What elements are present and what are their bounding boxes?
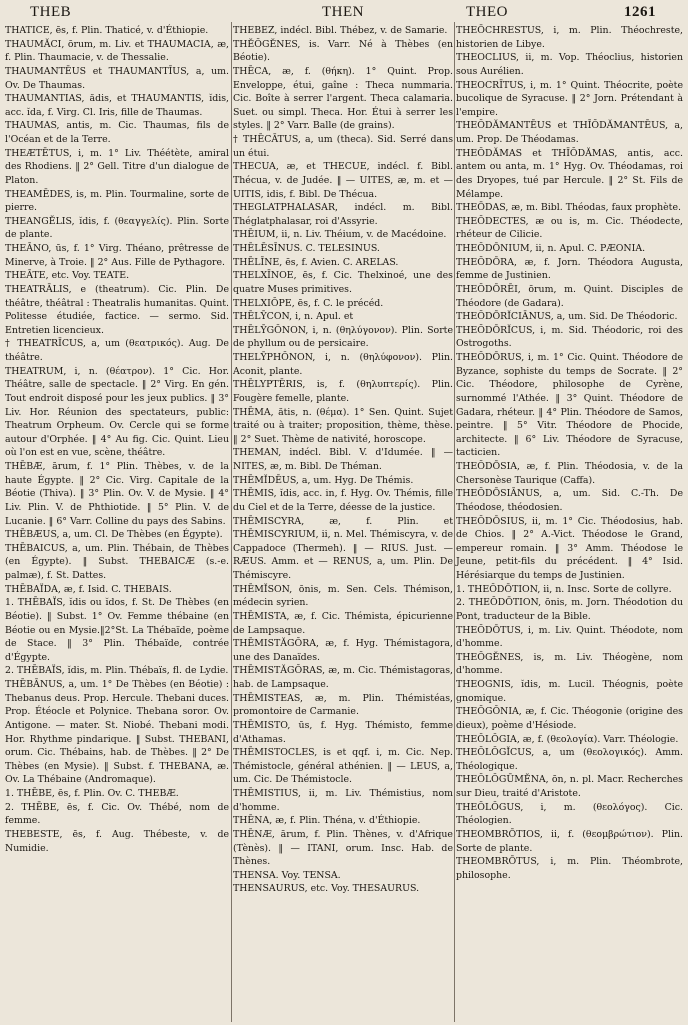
dictionary-entry: THEAMĒDES, is, m. Plin. Tourmaline, sorte de pierre. — [5, 188, 229, 214]
dictionary-entry: THĔŎGĔNES, is. Varr. Né à Thèbes (en Béotie). — [233, 38, 453, 64]
dictionary-entry: THĒNÆ, ārum, f. Plin. Thènes, v. d'Afrique (Tènès). ‖ — ITANI, orum. Insc. Hab. de Thènes. — [233, 828, 453, 868]
dictionary-entry: THEĀTE, etc. Voy. TEATE. — [5, 270, 130, 282]
dictionary-entry: THEŎDŌRUS, i, m. 1° Cic. Quint. Théodore de Byzance, sophiste du temps de Socrate. ‖ 2° Cic. Théodore, philosophe de Cyrène, surnommé l'Athée. ‖ 3° Quint. Théodore de Gadara, rhéteur. ‖ 4° Plin. Théodore de Samos, peintre. ‖ 5° Vitr. Théodore de Phocide, architecte. ‖ 6° Liv. Théodore de Syracuse, tacticien. — [456, 352, 683, 459]
dictionary-entry: THEMAN, indécl. Bibl. V. d'Idumée. ‖ — NITES, æ, m. Bibl. De Théman. — [233, 447, 453, 472]
dictionary-entry: THELXIŎPE, ēs, f. C. le précéd. — [233, 297, 384, 309]
dictionary-entry: THEŎDŌSIA, æ, f. Plin. Théodosia, v. de la Chersonèse Taurique (Caffa). — [456, 461, 683, 486]
dictionary-entry: † THĒCĀTUS, a, um (theca). Sid. Serré dans un étui. — [233, 134, 453, 159]
dictionary-entry: THEANGĔLIS, ĭdis, f. (θεαγγελίς). Plin. Sorte de plante. — [5, 215, 229, 241]
dictionary-entry: THEOMBRŌTUS, i, m. Plin. Théombrote, philosophe. — [456, 856, 683, 881]
dictionary-entry: THAUMANTIAS, ădis, et THAUMANTIS, ĭdis, acc. ĭda, f. Virg. Cl. Iris, fille de Thaumas. — [5, 93, 229, 118]
dictionary-entry: THEŎDŌRĒI, ōrum, m. Quint. Disciples de Théodore (de Gadara). — [456, 283, 683, 309]
column-1 — [5, 24, 229, 855]
dictionary-entry: THEBEZ, indécl. Bibl. Thébez, v. de Samarie. — [233, 25, 448, 36]
dictionary-entry: THEGLATPHALASAR, indécl. m. Bibl. Théglatphalasar, roi d'Assyrie. — [233, 202, 453, 227]
dictionary-entry: THENSAURUS, etc. Voy. THESAURUS. — [233, 883, 420, 895]
dictionary-entry: † THEATRĪCUS, a, um (θεατρικός). Aug. De théâtre. — [5, 338, 229, 363]
page-number: 1261 — [624, 4, 656, 20]
dictionary-entry: THELXĪNOE, ēs, f. Cic. Thelxinoé, une des quatre Muses primitives. — [233, 270, 453, 295]
dictionary-entry: THĒNA, æ, f. Plin. Théna, v. d'Éthiopie. — [233, 815, 421, 827]
dictionary-entry: THĒMĬSON, ōnis, m. Sen. Cels. Thémison, médecin syrien. — [233, 583, 453, 609]
dictionary-entry: 1. THEŎDŌTION, ii, n. Insc. Sorte de collyre. — [456, 583, 672, 595]
dictionary-entry: THECUA, æ, et THECUE, indécl. f. Bibl. Thécua, v. de Judée. ‖ — UITES, æ, m. et — UITIS, idis, f. Bibl. De Thécua. — [233, 161, 453, 200]
dictionary-entry: THĒMISTO, ūs, f. Hyg. Thémisto, femme d'Athamas. — [233, 719, 453, 745]
right-guide-word: THEO — [466, 4, 508, 20]
dictionary-entry: THĒLȲCON, i, n. Apul. et — [233, 311, 354, 323]
dictionary-entry: THĒLYPTĒRIS, is, f. (θηλυπτερίς). Plin. Fougère femelle, plante. — [233, 379, 453, 404]
dictionary-entry: THEŎDŌRĬCUS, i, m. Sid. Théodoric, roi des Ostrogoths. — [456, 324, 683, 350]
dictionary-entry: 2. THĒBE, ēs, f. Cic. Ov. Thébé, nom de femme. — [5, 801, 229, 827]
dictionary-entry: THEŎDŌNIUM, ii, n. Apul. C. PÆONIA. — [456, 243, 646, 254]
dictionary-entry: THĒCA, æ, f. (θήκη). 1° Quint. Prop. Enveloppe, étui, gaîne : Theca nummaria. Cic. Boîte à serrer l'argent. Theca calamaria. Suet. ou simpl. Theca. Hor. Étui à serrer les styles. ‖ 2° Varr. Balle (de grains). — [233, 65, 453, 132]
dictionary-entry: THATICE, ēs, f. Plin. Thaticé, v. d'Éthiopie. — [5, 25, 209, 36]
dictionary-entry: 2. THEŎDŌTION, ōnis, m. Jorn. Théodotion du Pont, traducteur de la Bible. — [456, 597, 683, 622]
dictionary-entry: THEATRĀLIS, e (theatrum). Cic. Plin. De théâtre, théâtral : Theatralis humanitas. Quint. Politesse étudiée, factice. — sermo. Sid. Entretien licencieux. — [5, 283, 229, 336]
dictionary-entry: THEŎGĔNES, is, m. Liv. Théogène, nom d'homme. — [456, 651, 683, 677]
dictionary-entry: THAUMĂCI, ōrum, m. Liv. et THAUMACIA, æ, f. Plin. Thaumacie, v. de Thessalie. — [5, 38, 229, 64]
dictionary-entry: THEOCLIUS, ii, m. Vop. Théoclius, historien sous Aurélien. — [456, 52, 683, 77]
dictionary-entry: THĒMA, ătis, n. (θέμα). 1° Sen. Quint. Sujet traité ou à traiter; proposition, thème, thèse. ‖ 2° Suet. Thème de nativité, horoscope. — [233, 406, 453, 445]
dictionary-entry: THĒMISTĂGŎRAS, æ, m. Cic. Thémistagoras, hab. de Lampsaque. — [233, 665, 453, 690]
dictionary-entry: THEŌDAS, æ, m. Bibl. Théodas, faux prophète. — [456, 202, 681, 214]
dictionary-entry: THEŎLŎGIA, æ, f. (θεολογία). Varr. Théologie. — [456, 733, 679, 745]
dictionary-entry: THEŎDŌRA, æ, f. Jorn. Théodora Augusta, femme de Justinien. — [456, 256, 683, 282]
dictionary-entry: THĒIUM, ii, n. Liv. Théium, v. de Macédoine. — [233, 229, 447, 241]
column-divider — [231, 22, 232, 1022]
dictionary-entry: THĒMISTOCLES, is et qqf. i, m. Cic. Nep. Thémistocle, général athénien. ‖ — LEUS, a, um. Cic. De Thémistocle. — [233, 747, 453, 786]
dictionary-entry: 2. THĒBAÏS, ĭdis, m. Plin. Thébaïs, fl. de Lydie. — [5, 665, 229, 677]
dictionary-entry: 1. THĒBE, ēs, f. Plin. Ov. C. THEBÆ. — [5, 788, 179, 799]
dictionary-entry: THEŎGŎNIA, æ, f. Cic. Théogonie (origine des dieux), poème d'Hésiode. — [456, 706, 683, 731]
dictionary-entry: 1. THĒBAÏS, ĭdis ou ĭdos, f. St. De Thèbes (en Béotie). ‖ Subst. 1° Ov. Femme thébaine (en Béotie ou en Mysie.‖2°St. La Thébaïde, poème de Stace. ‖ 3° Plin. Thébaïde, contrée d'Égypte. — [5, 597, 229, 663]
left-guide-word: THEB — [30, 4, 72, 20]
dictionary-entry: THĒMĬDĒUS, a, um. Hyg. De Thémis. — [233, 474, 414, 486]
dictionary-entry: THEOGNIS, ĭdis, m. Lucil. Théognis, poète gnomique. — [456, 679, 683, 704]
dictionary-entry: THEŎDECTES, æ ou is, m. Cic. Théodecte, rhéteur de Cilicie. — [456, 215, 683, 241]
dictionary-entry: THĒLȲGŎNON, i, n. (θηλύγονον). Plin. Sorte de phyllum ou de persicaire. — [233, 324, 453, 350]
dictionary-entry: THAUMAS, antis, m. Cic. Thaumas, fils de l'Océan et de la Terre. — [5, 120, 229, 145]
dictionary-entry: THĒLĒSĪNUS. C. TELESINUS. — [233, 243, 380, 254]
dictionary-entry: THEŎDŌSIUS, ii, m. 1° Cic. Théodosius, hab. de Chios. ‖ 2° A.-Vict. Théodose le Grand, empereur romain. ‖ 3° Amm. Théodose le Jeune, petit-fils du précédent. ‖ 4° Isid. Hérésiarque du temps de Justinien. — [456, 515, 683, 581]
center-guide-word: THEN — [322, 4, 364, 20]
dictionary-entry: THEŎLŎGĬCUS, a, um (θεολογικός). Amm. Théologique. — [456, 747, 683, 772]
running-header — [0, 0, 688, 24]
dictionary-entry: THEATRUM, i, n. (θέατρον). 1° Cic. Hor. Théâtre, salle de spectacle. ‖ 2° Virg. En gén. Tout endroit disposé pour les jeux publics. ‖ 3° Liv. Hor. Réunion des spectateurs, public: Theatrum Orpheum. Ov. Cercle qui se forme autour d'Orphée. ‖ 4° Au fig. Cic. Quint. Lieu où l'on est en vue, scène, théâtre. — [5, 365, 229, 459]
dictionary-entry: THENSA. Voy. TENSA. — [233, 869, 341, 881]
dictionary-entry: THĒMISTĂGŎRA, æ, f. Hyg. Thémistagora, une des Danaïdes. — [233, 638, 453, 663]
dictionary-entry: THEŎDĂMANTĒUS et THĪŎDĂMANTĒUS, a, um. Prop. De Théodamas. — [456, 120, 683, 145]
dictionary-entry: THEŎDŌTUS, i, m. Liv. Quint. Théodote, nom d'homme. — [456, 624, 683, 650]
dictionary-entry: THAUMANTĒUS et THAUMANTĪUS, a, um. Ov. De Thaumas. — [5, 65, 229, 91]
dictionary-entry: THEŌCHRESTUS, i, m. Plin. Théochreste, historien de Libye. — [456, 25, 683, 50]
dictionary-entry: THĒMISTEAS, æ, m. Plin. Thémistéas, promontoire de Carmanie. — [233, 692, 453, 718]
dictionary-entry: THĒBAICUS, a, um. Plin. Thébain, de Thèbes (en Égypte). ‖ Subst. THEBAICÆ (s.-e. palmæ), f. St. Dattes. — [5, 542, 229, 581]
dictionary-entry: THEŎLŎGŪMĔNA, ōn, n. pl. Macr. Recherches sur Dieu, traité d'Aristote. — [456, 774, 683, 799]
dictionary-entry: THEŎLŎGUS, i, m. (θεολόγος). Cic. Théologien. — [456, 801, 683, 827]
dictionary-entry: THĒMIS, ĭdis, acc. in, f. Hyg. Ov. Thémis, fille du Ciel et de la Terre, déesse de la justice. — [233, 488, 453, 513]
dictionary-entry: THEĀNO, ūs, f. 1° Virg. Théano, prêtresse de Minerve, à Troie. ‖ 2° Aus. Fille de Pythagore. — [5, 243, 229, 268]
dictionary-entry: THEBESTE, ēs, f. Aug. Thébeste, v. de Numidie. — [5, 828, 229, 854]
dictionary-entry: THEOMBRŌTIOS, ii, f. (θεομβρώτιον). Plin. Sorte de plante. — [456, 828, 683, 854]
dictionary-entry: THĒMISTA, æ, f. Cic. Thémista, épicurienne de Lampsaque. — [233, 610, 453, 636]
column-2 — [233, 24, 453, 896]
dictionary-entry: THĒLĪNE, ēs, f. Avien. C. ARELAS. — [233, 256, 399, 268]
dictionary-entry: THELȲPHŎNON, i, n. (θηλύφονον). Plin. Aconit, plante. — [233, 352, 453, 377]
dictionary-entry: THEOCRĪTUS, i, m. 1° Quint. Théocrite, poète bucolique de Syracuse. ‖ 2° Jorn. Prétendant à l'empire. — [456, 79, 683, 118]
dictionary-entry: THEŎDŌSIĀNUS, a, um. Sid. C.-Th. De Théodose, théodosien. — [456, 488, 683, 513]
dictionary-entry: THĒBÆ, ārum, f. 1° Plin. Thèbes, v. de la haute Égypte. ‖ 2° Cic. Virg. Capitale de la Béotie (Thiva). ‖ 3° Plin. Ov. V. de Mysie. ‖ 4° Liv. Plin. V. de Phthiotide. ‖ 5° Plin. V. de Lucanie. ‖ 6° Varr. Colline du pays des Sabins. — [5, 461, 229, 527]
column-3 — [456, 24, 683, 882]
dictionary-entry: THĒBĀNUS, a, um. 1° De Thèbes (en Béotie) : Thebanus deus. Prop. Hercule. Thebani duces. Prop. Étéocle et Polynice. Thebana soror. Ov. Antigone. — mater. St. Niobé. Thebani modi. Hor. Rhythme pindarique. ‖ Subst. THEBANI, orum. Cic. Thébains, hab. de Thèbes. ‖ 2° De Thèbes (en Mysie). ‖ Subst. f. THEBANA, æ. Ov. La Thébaine (Andromaque). — [5, 679, 229, 786]
dictionary-entry: THĒBAÏDA, æ, f. Isid. C. THEBAIS. — [5, 583, 172, 595]
dictionary-entry: THEÆTĒTUS, i, m. 1° Liv. Théétète, amiral des Rhodiens. ‖ 2° Gell. Titre d'un dialogue de Platon. — [5, 147, 229, 186]
dictionary-entry: THĒMISCYRA, æ, f. Plin. et THĒMISCYRIUM, ii, n. Mel. Thémiscyra, v. de Cappadoce (Thermeh). ‖ — RIUS. Just. — RÆUS. Amm. et — RENUS, a, um. Plin. De Thémiscyre. — [233, 515, 453, 581]
column-divider — [454, 22, 455, 1022]
dictionary-entry: THĒBÆUS, a, um. Cl. De Thèbes (en Égypte). — [5, 529, 223, 541]
dictionary-entry: THEŎDŌRĬCIĀNUS, a, um. Sid. De Théodoric. — [456, 311, 678, 323]
dictionary-entry: THEŎDĂMAS et THĪŎDĂMAS, antis, acc. antem ou anta, m. 1° Hyg. Ov. Théodamas, roi des Dryopes, tué par Hercule. ‖ 2° St. Fils de Mélampe. — [456, 147, 683, 200]
dictionary-entry: THĒMISTIUS, ii, m. Liv. Thémistius, nom d'homme. — [233, 788, 453, 813]
